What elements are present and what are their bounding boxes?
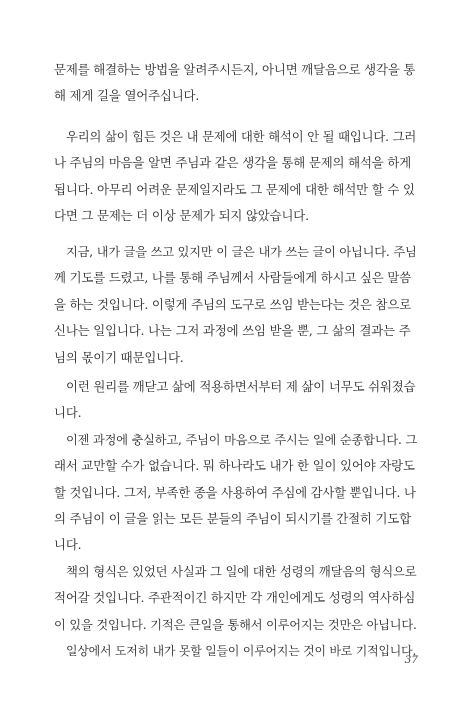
text-line: 이 있을 것입니다. 기적은 큰일을 통해서 이루어지는 것만은 아닙니다. bbox=[54, 617, 417, 632]
text-line: 우리의 삶이 힘든 것은 내 문제에 대한 해석이 안 될 때입니다. 그러 bbox=[66, 130, 417, 144]
paragraph-1 bbox=[54, 57, 418, 110]
text-line: 니다. bbox=[54, 405, 82, 421]
text-line: 적어갈 것입니다. 주관적이긴 하지만 각 개인에게도 성령의 역사하심 bbox=[54, 590, 416, 606]
text-line: 일상에서 도저히 내가 못할 일들이 이루어지는 것이 바로 기적입니다. bbox=[66, 643, 417, 658]
text-line: 해 제게 길을 열어주십니다. bbox=[54, 88, 200, 104]
text-line: 됩니다. 아무리 어려운 문제일지라도 그 문제에 대한 해석만 할 수 있 bbox=[54, 181, 415, 197]
paragraph-4 bbox=[54, 374, 418, 664]
text-line: 니다. bbox=[54, 537, 82, 553]
text-line: 문제를 해결하는 방법을 알려주시든지, 아니면 깨달음으로 생각을 통 bbox=[54, 62, 416, 77]
text-line: 신나는 일입니다. 나는 그저 과정에 쓰임 받을 뿐, 그 삶의 결과는 주 bbox=[54, 323, 411, 339]
text-line: 나 주님의 마음을 알면 주님과 같은 생각을 통해 문제의 해석을 하게 bbox=[54, 155, 412, 171]
text-line: 래서 교만할 수가 없습니다. 뭐 하나라도 내가 한 일이 있어야 자랑도 bbox=[54, 458, 415, 474]
text-line: 이런 원리를 깨닫고 삶에 적용하면서부터 제 삶이 너무도 쉬워졌습 bbox=[66, 379, 416, 394]
text-line: 이젠 과정에 충실하고, 주님이 마음으로 주시는 일에 순종합니다. 그 bbox=[66, 432, 418, 447]
text-line: 다면 그 문제는 더 이상 문제가 되지 않았습니다. bbox=[54, 208, 309, 224]
text-line: 책의 형식은 있었던 사실과 그 일에 대한 성령의 깨달음의 형식으로 bbox=[66, 564, 417, 579]
page-number: 37 bbox=[404, 654, 418, 666]
paragraph-3 bbox=[54, 239, 418, 371]
paragraph-2 bbox=[54, 124, 418, 230]
text-line: 님의 몫이기 때문입니다. bbox=[54, 349, 184, 365]
text-line: 할 것입니다. 그저, 부족한 종을 사용하여 주심에 감사할 뿐입니다. 나 bbox=[54, 485, 416, 500]
text-line: 지금, 내가 글을 쓰고 있지만 이 글은 내가 쓰는 글이 아닙니다. 주님 bbox=[66, 245, 417, 259]
text-line: 을 하는 것입니다. 이렇게 주님의 도구로 쓰임 받는다는 것은 참으로 bbox=[54, 296, 412, 312]
text-line: 께 기도를 드렸고, 나를 통해 주님께서 사람들에게 하시고 싶은 말씀 bbox=[54, 270, 412, 286]
text-line: 의 주님이 이 글을 읽는 모든 분들의 주님이 되시기를 간절히 기도합 bbox=[54, 510, 412, 526]
